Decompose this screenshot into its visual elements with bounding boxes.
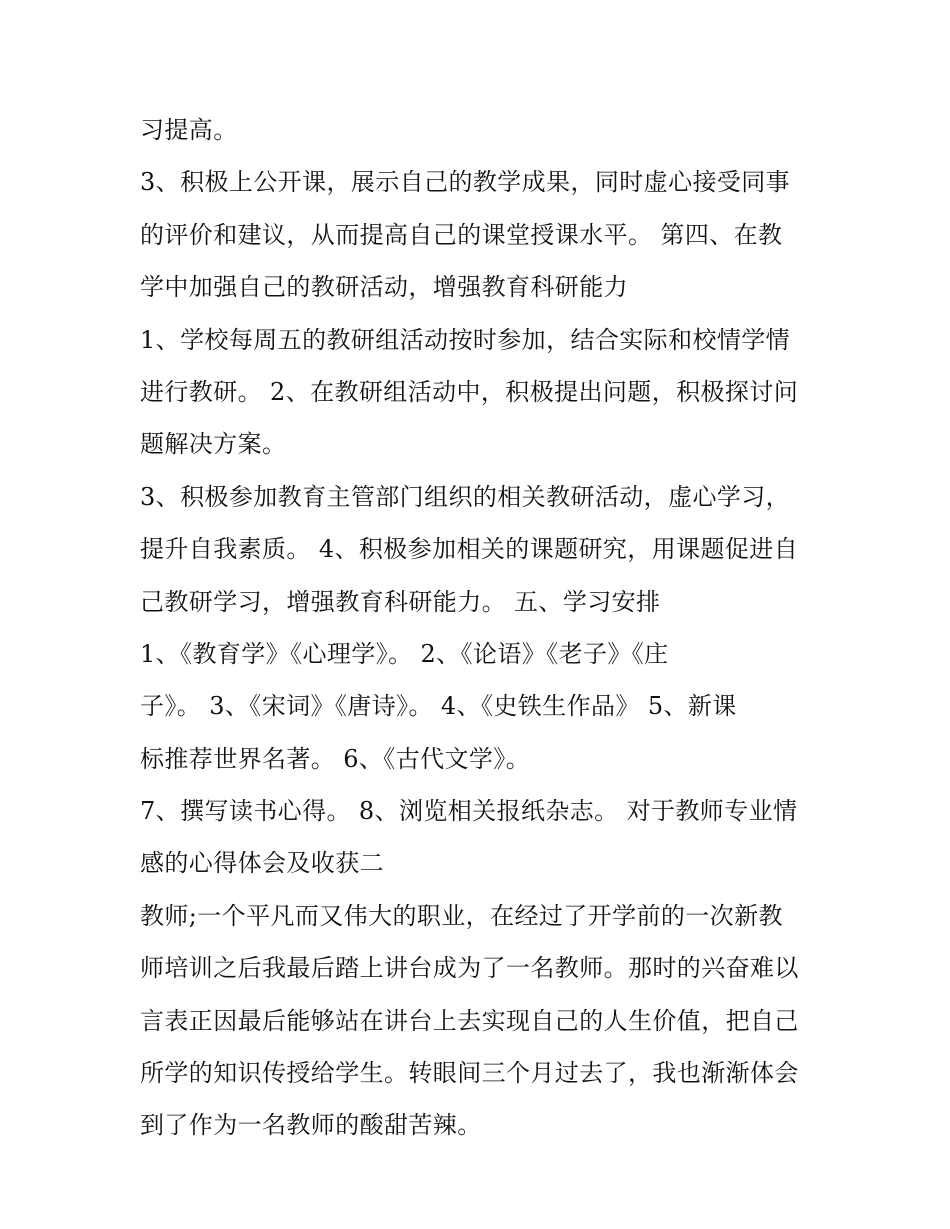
text-line: 提升自我素质。 4、积极参加相关的课题研究，用课题促进自 [140, 535, 799, 564]
text-line: 所学的知识传授给学生。转眼间三个月过去了，我也渐渐体会 [140, 1059, 799, 1088]
text-line: 学中加强自己的教研活动，增强教育科研能力 [140, 273, 628, 302]
text-line: 子》。 3、《宋词》《唐诗》。 4、《史铁生作品》 5、新课 [140, 692, 737, 721]
document-body [140, 104, 830, 1152]
text-line: 言表正因最后能够站在讲台上去实现自己的人生价值，把自己 [140, 1006, 799, 1035]
text-line: 到了作为一名教师的酸甜苦辣。 [140, 1111, 482, 1140]
text-line: 的评价和建议，从而提高自己的课堂授课水平。 第四、在教 [140, 220, 783, 249]
text-line: 题解决方案。 [140, 430, 287, 459]
text-line: 3、积极参加教育主管部门组织的相关教研活动，虚心学习， [140, 482, 791, 511]
text-line: 习提高。 [140, 116, 238, 144]
text-line: 感的心得体会及收获二 [140, 849, 384, 878]
text-line: 1、《教育学》《心理学》。 2、《论语》《老子》《庄 [140, 639, 669, 668]
text-line: 1、学校每周五的教研组活动按时参加，结合实际和校情学情 [140, 325, 791, 354]
text-line: 教师;一个平凡而又伟大的职业，在经过了开学前的一次新教 [140, 901, 783, 930]
text-line: 进行教研。 2、在教研组活动中，积极提出问题，积极探讨问 [140, 377, 799, 406]
text-line: 标推荐世界名著。 6、《古代文学》。 [140, 744, 531, 773]
text-line: 师培训之后我最后踏上讲台成为了一名教师。那时的兴奋难以 [140, 954, 799, 983]
text-line: 己教研学习，增强教育科研能力。 五、学习安排 [140, 587, 661, 616]
text-line: 7、撰写读书心得。 8、浏览相关报纸杂志。 对于教师专业情 [140, 797, 798, 826]
text-line: 3、积极上公开课，展示自己的教学成果，同时虚心接受同事 [140, 168, 791, 197]
